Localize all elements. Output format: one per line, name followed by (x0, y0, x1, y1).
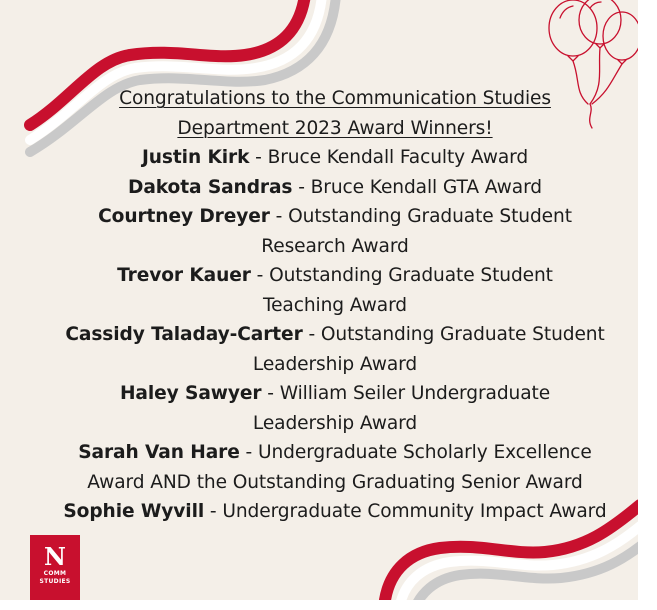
page-margin-bottom (0, 600, 657, 610)
logo-letter: N (44, 542, 66, 571)
winner-name: Trevor Kauer (117, 265, 251, 286)
award-title: - Outstanding Graduate Student (250, 265, 553, 286)
award-row (30, 202, 638, 232)
winner-name: Cassidy Taladay-Carter (65, 324, 303, 345)
award-title-continued: Award AND the Outstanding Graduating Senior Award (87, 471, 583, 493)
award-title: - Outstanding Graduate Student (269, 206, 572, 227)
award-title-continued: Leadership Award (252, 412, 418, 434)
headline (30, 84, 638, 143)
award-title: - Bruce Kendall GTA Award (292, 176, 542, 198)
award-title: - Outstanding Graduate Student (302, 324, 605, 345)
winner-name: Sarah Van Hare (78, 442, 240, 463)
award-title: - Undergraduate Community Impact Award (204, 501, 607, 522)
award-row (30, 143, 638, 173)
award-row (30, 497, 638, 527)
award-title: - Bruce Kendall Faculty Award (249, 147, 529, 168)
headline-line-2: Department 2023 Award Winners! (177, 117, 493, 139)
comm-studies-logo (30, 535, 80, 600)
award-row (30, 173, 638, 203)
winner-name: Courtney Dreyer (98, 206, 270, 227)
logo-line-2: STUDIES (39, 578, 71, 585)
award-row (30, 320, 638, 350)
winner-name: Haley Sawyer (119, 383, 262, 404)
winner-name: Justin Kirk (141, 147, 250, 168)
award-row (30, 261, 638, 291)
award-title-continued: Leadership Award (252, 353, 418, 375)
award-title-continued: Teaching Award (263, 294, 407, 316)
award-text-block (30, 84, 638, 527)
page-margin-right (638, 0, 657, 610)
award-title: - William Seiler Undergraduate (261, 383, 551, 404)
award-row (30, 379, 638, 409)
logo-line-1: COMM (43, 570, 67, 577)
headline-line-1: Congratulations to the Communication Studies (119, 88, 551, 109)
winner-name: Sophie Wyvill (63, 501, 205, 522)
award-title: - Undergraduate Scholarly Excellence (239, 442, 592, 463)
award-title-continued: Research Award (261, 235, 409, 257)
winner-name: Dakota Sandras (127, 176, 293, 198)
award-row (30, 438, 638, 468)
